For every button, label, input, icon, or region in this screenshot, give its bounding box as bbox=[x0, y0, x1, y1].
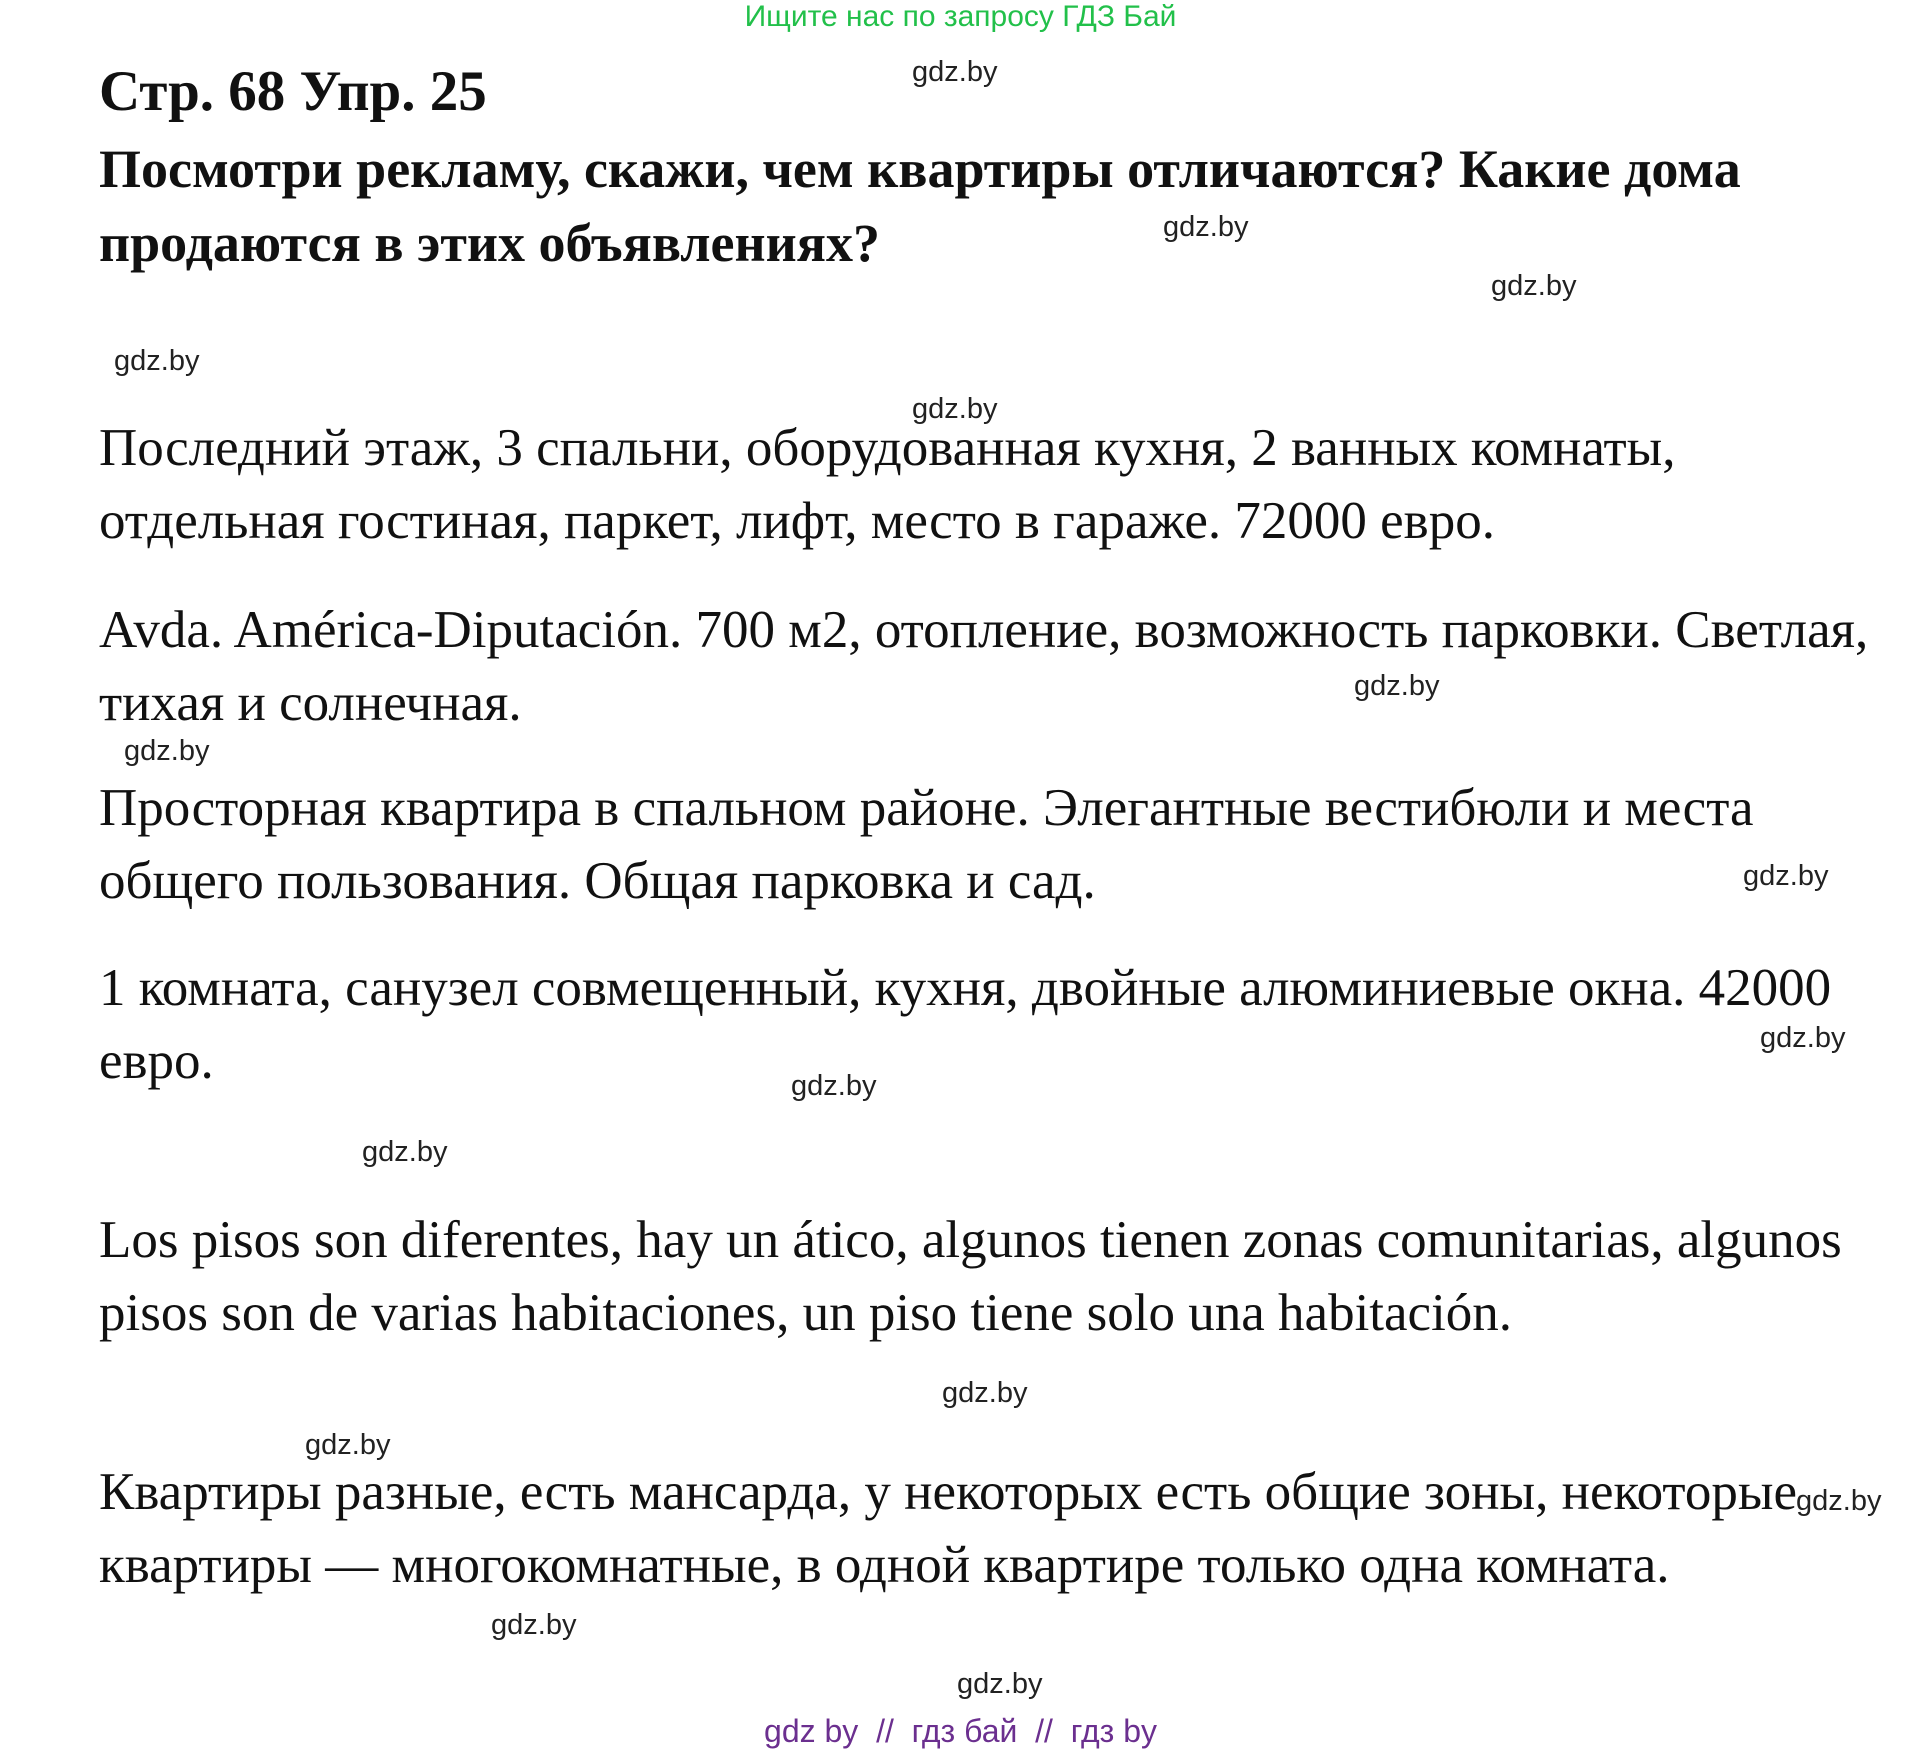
task-text: Посмотри рекламу, скажи, чем квартиры отличаются? Какие дома продаются в этих объявлениях? bbox=[99, 139, 1741, 273]
watermark: gdz.by bbox=[491, 1609, 577, 1641]
watermark: gdz.by bbox=[912, 393, 998, 425]
ad-paragraph-2: Avda. América-Diputación. 700 м2, отопление, возможность парковки. Светлая, тихая и солнечная. bbox=[99, 601, 1869, 732]
page-title: Стр. 68 Упр. 25 bbox=[99, 60, 487, 123]
ad-paragraph-3: Просторная квартира в спальном районе. Элегантные вестибюли и места общего пользования. Общая парковка и сад. bbox=[99, 779, 1754, 910]
watermark: gdz.by bbox=[114, 345, 200, 377]
search-banner: Ищите нас по запросу ГДЗ Бай bbox=[744, 0, 1177, 33]
ad-paragraph-1: Последний этаж, 3 спальни, оборудованная кухня, 2 ванных комнаты, отдельная гостиная, паркет, лифт, место в гараже. 72000 евро. bbox=[99, 419, 1676, 550]
watermark: gdz.by bbox=[1743, 860, 1829, 892]
watermark: gdz.by bbox=[791, 1070, 877, 1102]
watermark: gdz.by bbox=[1760, 1022, 1846, 1054]
watermark: gdz.by bbox=[1491, 270, 1577, 302]
watermark: gdz.by bbox=[942, 1377, 1028, 1409]
watermark: gdz.by bbox=[957, 1668, 1043, 1700]
watermark: gdz.by bbox=[1354, 670, 1440, 702]
watermark: gdz.by bbox=[1163, 211, 1249, 243]
answer-russian: Квартиры разные, есть мансарда, у некоторых есть общие зоны, некоторые квартиры — многокомнатные, в одной квартире только одна комната. bbox=[99, 1463, 1797, 1594]
ad-paragraph-4: 1 комната, санузел совмещенный, кухня, двойные алюминиевые окна. 42000 евро. bbox=[99, 959, 1832, 1090]
footer-watermark: gdz by // гдз бай // гдз by bbox=[764, 1713, 1157, 1749]
watermark: gdz.by bbox=[305, 1429, 391, 1461]
watermark: gdz.by bbox=[1796, 1485, 1882, 1517]
answer-spanish: Los pisos son diferentes, hay un ático, algunos tienen zonas comunitarias, algunos pisos son de varias habitaciones, un piso tiene solo una habitación. bbox=[99, 1211, 1842, 1342]
watermark: gdz.by bbox=[124, 735, 210, 767]
watermark: gdz.by bbox=[912, 56, 998, 88]
watermark: gdz.by bbox=[362, 1136, 448, 1168]
